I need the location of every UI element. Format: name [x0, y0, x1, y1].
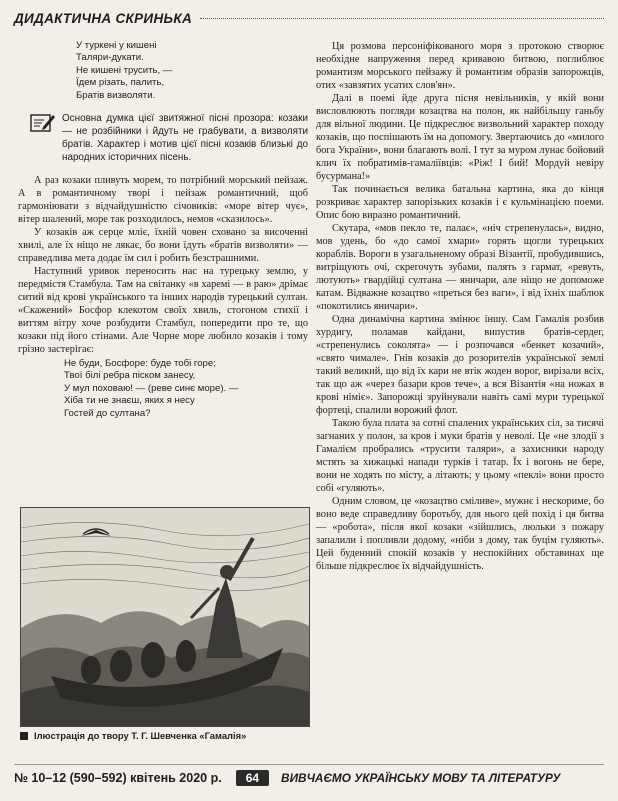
right-column	[316, 40, 604, 573]
poem-line: Таляри-дукати.	[76, 52, 144, 64]
issue-info: № 10–12 (590–592) квітень 2020 р.	[14, 771, 222, 785]
paragraph: Так починається велика батальна картина, яка до кінця розкриває характер запорізьких козаків і є кульмінацією поеми. Опис бою виразно романтичний.	[316, 184, 604, 221]
caption-bullet-icon	[20, 732, 28, 740]
poem-line: Не кишені трусить, —	[76, 64, 173, 76]
caption-text: Ілюстрація до твору Т. Г. Шевченка «Гамалія»	[34, 730, 247, 741]
paragraph: У козаків аж серце мліє, їхній човен сховано за височенні хвилі, але їх ніщо не лякає, бо вони їдуть «братів визволяти» — справедлива мета додає їм сил і робить безстрашними.	[18, 227, 308, 265]
header-rule	[200, 18, 604, 19]
didactic-note	[18, 112, 308, 164]
note-text: Основна думка цієї звитяжної пісні прозора: козаки — не розбійники і йдуть не грабувати, а визволяти братів. Характер і мотив цієї пісні козаків близькі до народних історичних пісень.	[62, 113, 308, 164]
page-header	[14, 8, 604, 28]
poem-line: Братів визволяти.	[76, 89, 156, 101]
left-column	[18, 40, 308, 422]
paragraph: Скутара, «мов пекло те, палає», «ніч стрепенулась», видно, мов удень, бо «до самої хмари» горять щогли турецьких кораблів. Вороги в узагальненому образі Візантії, пробудившись, витріщують очі, скрегочуть зубами, палять з гармат, «ревуть, лютують» гвардійці султана — яничари, але ніщо не допоможе катам. Відважне козацтво «преться без ваги», і від їхніх шаблюк «покотились яничари».	[316, 223, 604, 312]
paragraph: Ця розмова персоніфікованого моря з протокою створює необхідне напруження перед кривавою битвою, поглиблює романтизм морського пейзажу й романтизм образів запорожців, отих «завзятих усатих слов'ян».	[316, 41, 604, 91]
illustration-caption	[20, 730, 310, 741]
engraving-boat-scene	[21, 508, 309, 726]
paragraph: А раз козаки пливуть морем, то потрібний морський пейзаж. А в романтичному творі і пейзаж романтичний, щоб гармоніювати з відчайдушністю січовиків: «море вітер чує», вітер шалений, море так розходилось, немов «сказилось».	[18, 175, 308, 226]
paragraph: Далі в поемі йде друга пісня невільників, у якій вони висловлюють погляди козацтва на полон, як найбільшу ганьбу для вільної людини. Це підкреслює визвольний характер походу козаків, що поспішають їм на допомогу. Звертаючись до «милого бога України», вони благають волі. І тут за муром лунає бойовий клич їх побратимів-гамаліївців: «Ріж! І бий! Мордуй невіру бусурмана!»	[316, 93, 604, 182]
poem-excerpt-2	[64, 358, 308, 420]
left-prose	[18, 174, 308, 356]
paragraph: Такою була плата за сотні спалених українських сіл, за тисячі загнаних у полон, за кров і муки братів у неволі. Це «не злодії з Гамалієм пробрались «трусити таляри», а захисники народу мстять за хижацькі напади турків і татар. Їх і вогонь не бере, вони не ходять по місту, а літають; у цьому «пеклі» вони просто собі «гуляють».	[316, 418, 604, 494]
journal-title: ВИВЧАЄМО УКРАЇНСЬКУ МОВУ ТА ЛІТЕРАТУРУ	[281, 771, 561, 785]
page-number: 64	[236, 770, 269, 786]
poem-line: Твої білі ребра піском занесу,	[64, 370, 196, 382]
pencil-note-icon	[30, 112, 56, 134]
poem-line: Їдем різать, палить,	[76, 77, 165, 89]
paragraph: Наступний уривок переносить нас на турецьку землю, у передмістя Стамбула. Там на світанку «в харемі — в раю» дрімає ситий від крові українського та інших народів турецький султан. «Скажений» Босфор клекотом своїх хвиль, стогоном стихії і виттям вітру хоче розбудити Стамбул, попередити про те, що козаки під його стінами. Але Чорне море любило козаків і тому грізно застерігає:	[18, 266, 308, 356]
page-footer	[14, 764, 604, 789]
poem-line: У туркені у кишені	[76, 40, 157, 51]
poem-line: Хіба ти не знаєш, яких я несу	[64, 395, 195, 407]
section-title: ДИДАКТИЧНА СКРИНЬКА	[14, 10, 193, 26]
paragraph: Одна динамічна картина змінює іншу. Сам Гамалія розбив хурдигу, поламав кайдани, випустив братів-сердег, «стрепенулись соколята» — і розпочався «бенкет козачий», «свято чимале». Гнів козаків до розорителів української землі такий великий, що від їх кари не втік жоден ворог, вирізали всіх, так що аж «через базари кров тече», а вся Візантія «на ножах в крові німіє». Запорожці зруйнували навіть самі мури турецької фортеці, спалили ворожий флот.	[316, 314, 604, 416]
paragraph: Одним словом, це «козацтво сміливе», мужнє і нескориме, бо воно веде справедливу боротьбу, для нього цей похід і ця битва — «робота», після якої козаки «зійшлись, люльки з пожару запалили і попливли додому, «ніби з дому, так буцім гуляють». Цей буденний спокій козаків у неспокійних обставинах ще більше підкреслює їх відчайдушність.	[316, 496, 604, 572]
poem-line: Не буди, Босфоре: буде тобі горе;	[64, 358, 216, 370]
poem-line: Гостей до султана?	[64, 407, 151, 419]
poem-excerpt-1	[76, 40, 308, 102]
illustration-gamaliia	[20, 507, 310, 727]
poem-line: У мул поховаю! — (реве синє море). —	[64, 382, 239, 394]
